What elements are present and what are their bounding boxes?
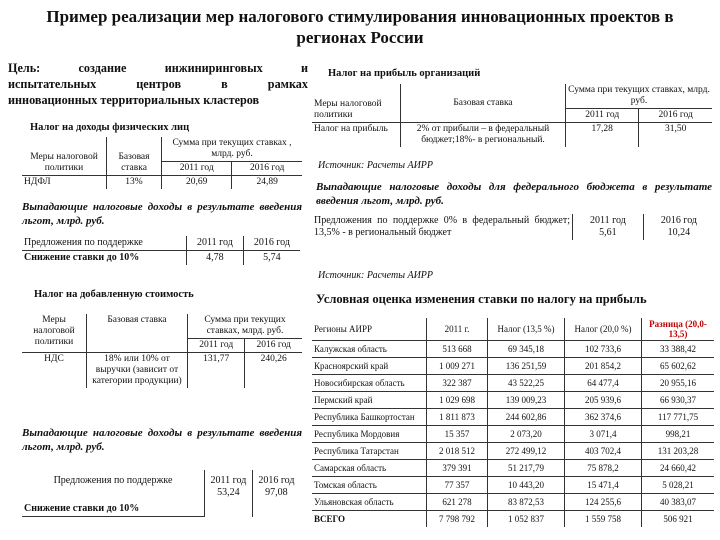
profit-hdr-measures: Меры налоговой политики [312,84,401,123]
vat-hdr-y1: 2011 год [188,339,245,353]
vat-lost-heading: Выпадающие налоговые доходы в результате введения льгот, млрд. руб. [22,427,302,453]
vat-heading: Налог на добавленную стоимость [34,289,194,300]
vat-hdr-y2: 2016 год [245,339,302,353]
cond-cell-2011: 2 018 512 [427,443,488,460]
ndfl-heading: Налог на доходы физических лиц [30,122,190,133]
profit-row-rate: 2% от прибыли – в федеральный бюджет;18%- в региональный. [401,123,566,148]
table-row [312,511,714,528]
cond-cell-tax135: 51 217,79 [488,460,565,477]
vat-prop-y2: 2016 год [258,475,295,486]
ndfl-hdr-sum: Сумма при текущих ставках , млрд. руб. [162,137,303,162]
cond-cell-2011: 15 357 [427,426,488,443]
cond-cell-tax20: 102 733,6 [565,341,642,358]
cond-cell-tax20: 64 477,4 [565,375,642,392]
ndfl-row-v2: 24,89 [232,176,302,190]
ndfl-prop-y1: 2011 год [187,236,244,251]
vat-row-v1: 131,77 [188,353,245,389]
vat-prop-y1-cell [205,470,253,517]
vat-row-v2: 240,26 [245,353,302,389]
table-row [312,409,714,426]
ndfl-prop-y2: 2016 год [243,236,300,251]
goal-line-1: Цель: создание инжиниринговых и [8,61,308,75]
cond-hdr-tax135: Налог (13,5 %) [488,318,565,341]
cond-cell-tax135: 83 872,53 [488,494,565,511]
cond-cell-2011: 77 357 [427,477,488,494]
cond-cell-tax20: 205 939,6 [565,392,642,409]
cond-hdr-region: Регионы АИРР [312,318,427,341]
profit-prop-y1-cell [573,214,644,240]
profit-prop-y2: 2016 год [660,215,697,226]
cond-header-row [312,318,714,341]
cond-cell-region: Республика Башкортостан [312,409,427,426]
ndfl-hdr-measures: Меры налоговой политики [22,137,107,176]
cond-cell-diff: 20 955,16 [642,375,715,392]
table-row [312,358,714,375]
cond-cell-tax20: 3 071,4 [565,426,642,443]
cond-cell-diff: 24 660,42 [642,460,715,477]
profit-hdr-base: Базовая ставка [401,84,566,123]
profit-lost-heading: Выпадающие налоговые доходы для федерального бюджета в результате введения льгот, млрд. руб. [316,181,712,207]
profit-table [312,84,712,147]
vat-prop-label1: Предложения по поддержке [53,475,173,486]
cond-cell-tax135: 136 251,59 [488,358,565,375]
cond-cell-diff: 40 383,07 [642,494,715,511]
profit-hdr-sum: Сумма при текущих ставках, млрд. руб. [566,84,713,109]
cond-cell-region: Республика Мордовия [312,426,427,443]
cond-cell-2011: 7 798 792 [427,511,488,528]
cond-cell-tax135: 10 443,20 [488,477,565,494]
profit-proposal-table [312,214,714,240]
vat-prop-v1: 53,24 [217,487,240,498]
profit-prop-v1: 5,61 [599,227,617,238]
cond-cell-2011: 379 391 [427,460,488,477]
profit-row-v2: 31,50 [639,123,712,148]
cond-cell-tax135: 272 499,12 [488,443,565,460]
ndfl-prop-label2: Снижение ставки до 10% [22,251,187,266]
cond-cell-2011: 513 668 [427,341,488,358]
table-row [312,477,714,494]
vat-prop-y2-cell [252,470,300,517]
table-row [312,392,714,409]
cond-hdr-tax20: Налог (20,0 %) [565,318,642,341]
goal-line-3: инновационных территориальных кластеров [8,93,260,107]
cond-cell-diff: 33 388,42 [642,341,715,358]
profit-source-2: Источник: Расчеты АИРР [318,270,434,281]
goal-text [8,60,308,108]
cond-cell-tax135: 69 345,18 [488,341,565,358]
profit-row-name: Налог на прибыль [312,123,401,148]
cond-cell-diff: 117 771,75 [642,409,715,426]
table-row [312,494,714,511]
vat-prop-y1: 2011 год [210,475,247,486]
profit-prop-v2: 10,24 [667,227,691,238]
profit-prop-y1: 2011 год [590,215,626,226]
cond-cell-tax135: 244 602,86 [488,409,565,426]
ndfl-prop-v1: 4,78 [187,251,244,266]
table-row [312,341,714,358]
table-row [312,443,714,460]
cond-cell-tax20: 403 702,4 [565,443,642,460]
cond-cell-region: Новосибирская область [312,375,427,392]
vat-proposal-table [22,470,300,517]
profit-hdr-y2: 2016 год [639,109,712,123]
goal-line-2: испытательных центров в рамках [8,77,308,91]
cond-cell-tax135: 1 052 837 [488,511,565,528]
profit-heading: Налог на прибыль организаций [328,68,481,79]
vat-hdr-base: Базовая ставка [87,314,188,353]
cond-cell-tax20: 75 878,2 [565,460,642,477]
cond-cell-region: Самарская область [312,460,427,477]
cond-heading: Условная оценка изменения ставки по налогу на прибыль [316,292,647,306]
ndfl-proposal-table [22,236,300,265]
ndfl-hdr-y1: 2011 год [162,162,232,176]
table-row [312,460,714,477]
ndfl-lost-heading: Выпадающие налоговые доходы в результате введения льгот, млрд. руб. [22,201,302,227]
cond-cell-2011: 1 029 698 [427,392,488,409]
cond-cell-tax20: 1 559 758 [565,511,642,528]
cond-cell-diff: 5 028,21 [642,477,715,494]
profit-prop-y2-cell [643,214,714,240]
cond-cell-region: Пермский край [312,392,427,409]
ndfl-row-name: НДФЛ [22,176,107,190]
cond-cell-region: Республика Татарстан [312,443,427,460]
vat-prop-label2: Снижение ставки до 10% [24,503,140,514]
profit-hdr-y1: 2011 год [566,109,639,123]
vat-prop-v2: 97,08 [265,487,288,498]
profit-source: Источник: Расчеты АИРР [318,160,434,171]
cond-cell-diff: 65 602,62 [642,358,715,375]
cond-hdr-2011: 2011 г. [427,318,488,341]
cond-cell-tax135: 139 009,23 [488,392,565,409]
cond-body [312,341,714,528]
vat-row-rate: 18% или 10% от выручки (зависит от категории продукции) [87,353,188,389]
cond-cell-diff: 131 203,28 [642,443,715,460]
cond-cell-diff: 998,21 [642,426,715,443]
cond-cell-2011: 1 811 873 [427,409,488,426]
profit-prop-label: Предложения по поддержке 0% в федеральный бюджет; 13,5% - в региональный бюджет [312,214,573,240]
cond-cell-tax20: 15 471,4 [565,477,642,494]
vat-prop-label-cell [22,470,205,517]
cond-cell-tax135: 2 073,20 [488,426,565,443]
vat-hdr-measures: Меры налоговой политики [22,314,87,353]
cond-cell-region: ВСЕГО [312,511,427,528]
cond-cell-tax135: 43 522,25 [488,375,565,392]
cond-cell-region: Красноярский край [312,358,427,375]
cond-cell-region: Калужская область [312,341,427,358]
ndfl-hdr-base: Базовая ставка [107,137,162,176]
page-title: Пример реализации мер налогового стимулирования инновационных проектов в регионах России [46,7,674,47]
ndfl-hdr-y2: 2016 год [232,162,302,176]
cond-cell-tax20: 124 255,6 [565,494,642,511]
cond-cell-2011: 621 278 [427,494,488,511]
ndfl-prop-label1: Предложения по поддержке [22,236,187,251]
cond-cell-tax20: 201 854,2 [565,358,642,375]
ndfl-row-v1: 20,69 [162,176,232,190]
vat-table [22,314,302,388]
cond-cell-2011: 322 387 [427,375,488,392]
table-row [312,375,714,392]
profit-row-v1: 17,28 [566,123,639,148]
cond-cell-diff: 506 921 [642,511,715,528]
ndfl-row-rate: 13% [107,176,162,190]
ndfl-table [22,137,302,189]
cond-cell-region: Ульяновская область [312,494,427,511]
cond-cell-diff: 66 930,37 [642,392,715,409]
cond-table [312,318,714,527]
cond-hdr-diff: Разница (20,0-13,5) [642,318,715,341]
cond-cell-region: Томская область [312,477,427,494]
cond-cell-2011: 1 009 271 [427,358,488,375]
vat-hdr-sum: Сумма при текущих ставках, млрд. руб. [188,314,303,339]
ndfl-prop-v2: 5,74 [243,251,300,266]
vat-row-name: НДС [22,353,87,389]
cond-cell-tax20: 362 374,6 [565,409,642,426]
table-row [312,426,714,443]
